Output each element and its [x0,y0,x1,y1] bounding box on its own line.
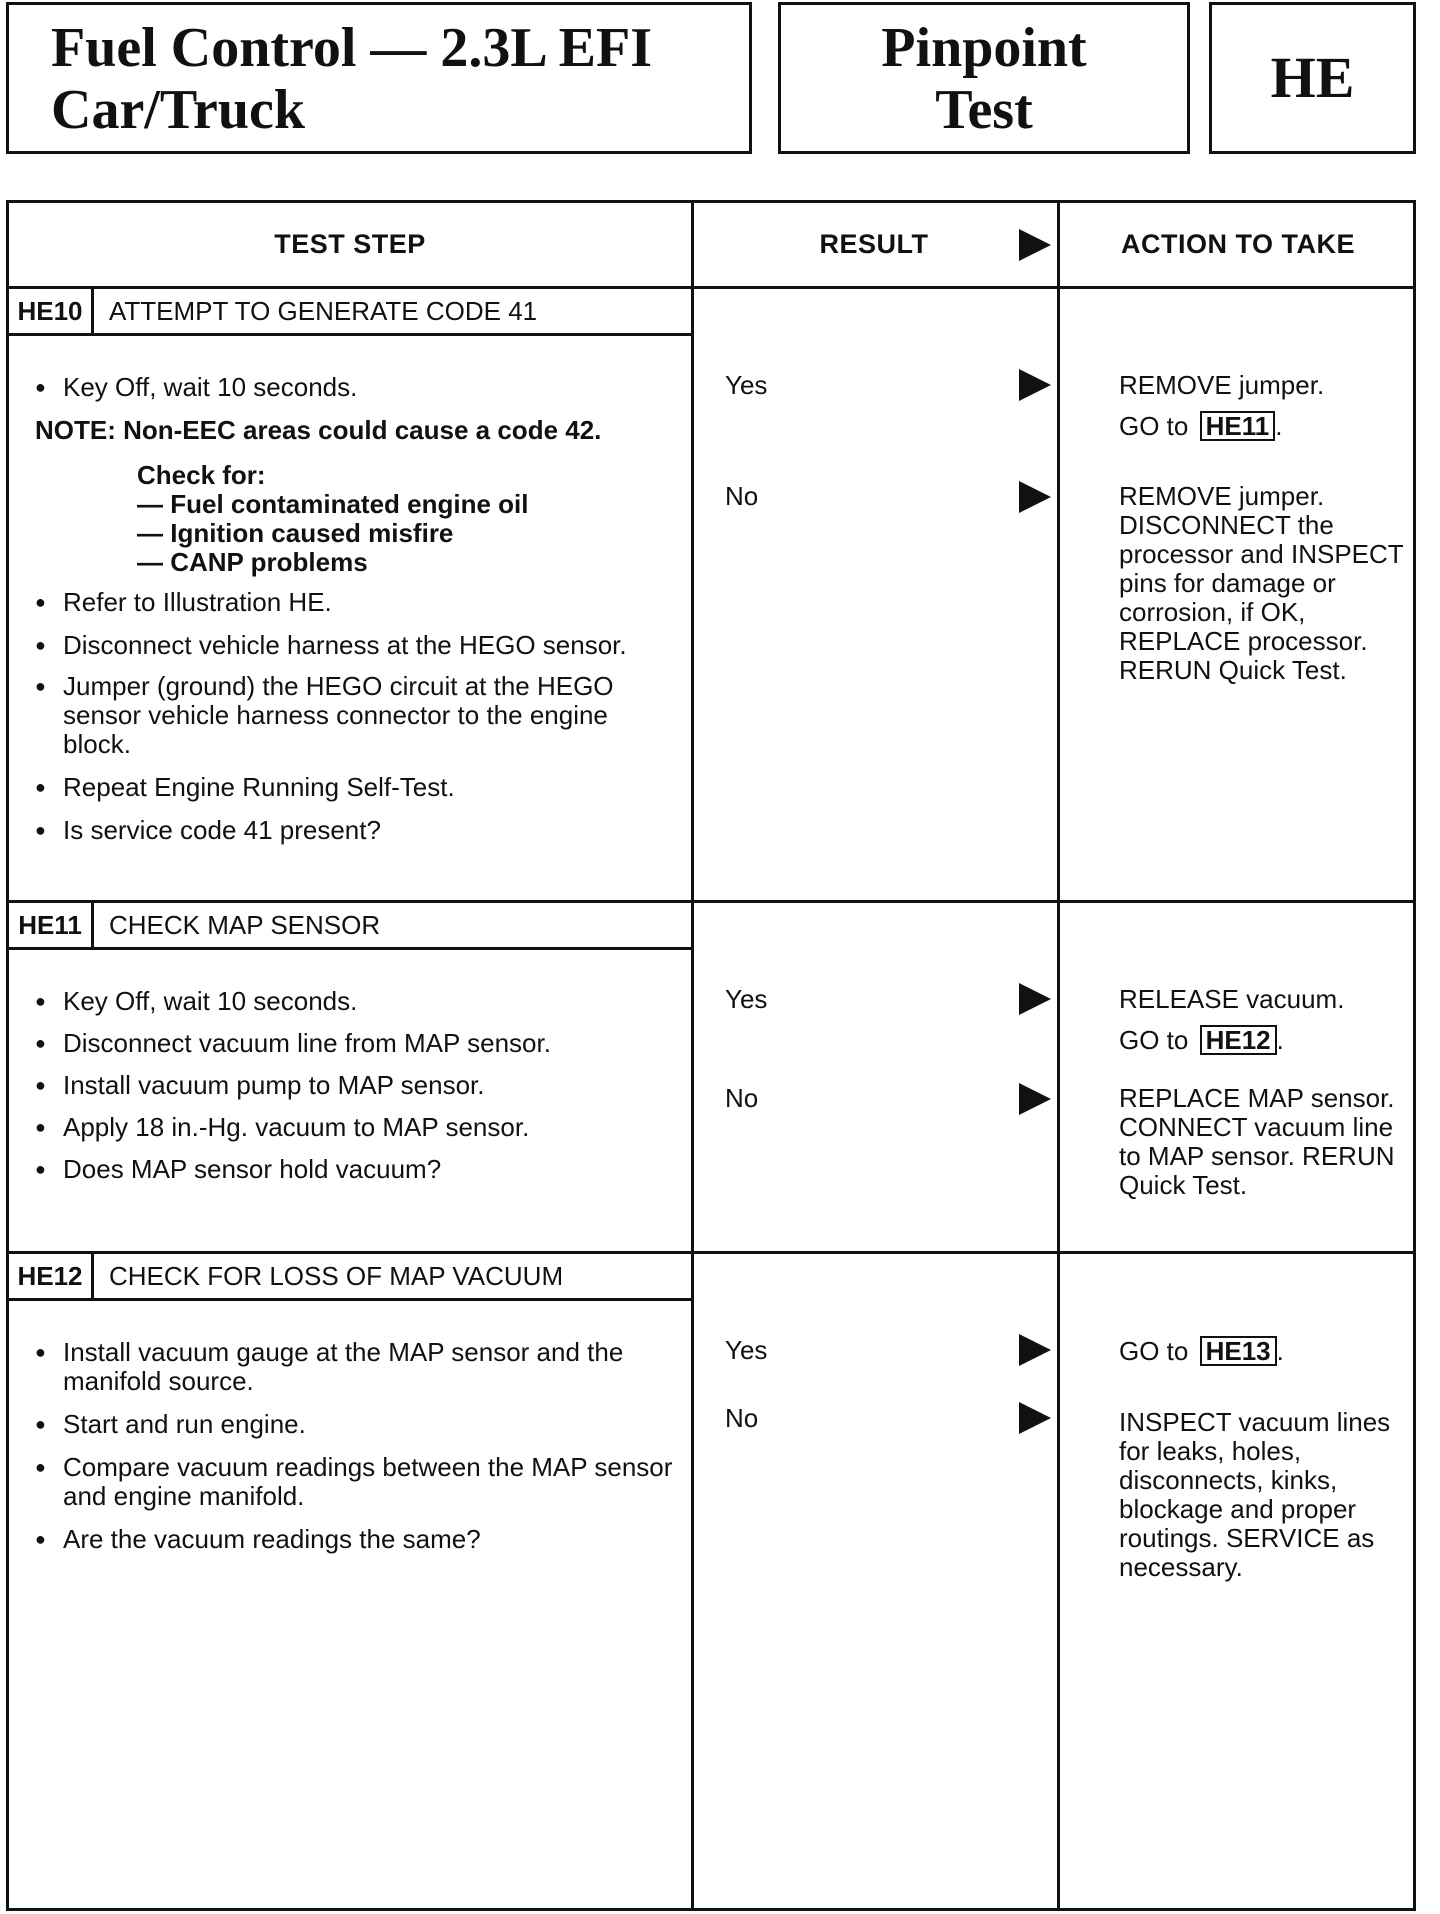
arrow-icon [1019,481,1051,513]
step-id: HE10 [17,296,83,326]
list-item: ● Disconnect vacuum line from MAP sensor. [35,1029,675,1058]
goto-line: GO to HE12 . [1119,1025,1284,1055]
result-yes: Yes [725,1335,768,1365]
header-code-box [1209,2,1416,154]
step-id: HE11 [18,910,82,940]
result-no: No [725,1403,759,1433]
column-header-result: RESULT [819,229,929,259]
action-yes [1119,985,1409,1055]
list-item: ● Install vacuum gauge at the MAP sensor and the manifold source. [35,1338,675,1396]
goto-prefix: GO to [1119,1336,1196,1366]
step-header-he12 [9,1254,691,1298]
list-item: ● Install vacuum pump to MAP sensor. [35,1071,675,1100]
step-title: CHECK FOR LOSS OF MAP VACUUM [109,1261,564,1291]
goto-reference: HE11 [1200,411,1276,441]
arrow-icon [1019,983,1051,1015]
header-pinpoint-box [778,2,1190,154]
check-for-block [137,461,529,577]
list-item: ● Are the vacuum readings the same? [35,1525,675,1554]
step-title: CHECK MAP SENSOR [109,910,381,940]
goto-reference: HE12 [1200,1025,1277,1055]
result-yes: Yes [725,984,768,1014]
step-he10-instructions-a [35,373,675,416]
list-item: ● Key Off, wait 10 seconds. [35,987,675,1016]
result-no: No [725,1083,759,1113]
step-title: ATTEMPT TO GENERATE CODE 41 [109,296,538,326]
list-item: ● Jumper (ground) the HEGO circuit at the HEGO sensor vehicle harness connector to the engine block. [35,672,675,759]
step-header-underline [9,333,691,336]
result-yes: Yes [725,370,768,400]
arrow-icon [1019,369,1051,401]
list-item: ● Is service code 41 present? [35,816,675,845]
result-no: No [725,481,759,511]
goto-line: GO to HE13 . [1119,1336,1284,1366]
pinpoint-test-table [6,200,1416,1911]
page-title [51,17,652,141]
step-note: NOTE: Non-EEC areas could cause a code 42. [35,415,602,445]
step-id-divider [91,1254,94,1298]
pinpoint-line-1: Pinpoint [881,17,1087,79]
list-item: ● Does MAP sensor hold vacuum? [35,1155,675,1184]
check-for-label: Check for: [137,460,266,490]
action-yes [1119,1336,1409,1366]
goto-line: GO to HE11 . [1119,411,1283,441]
list-item: ● Start and run engine. [35,1410,675,1439]
list-item: ● Refer to Illustration HE. [35,588,675,617]
list-item: ● Disconnect vehicle harness at the HEGO sensor. [35,631,675,660]
check-item: — Ignition caused misfire [137,518,454,548]
title-line-2: Car/Truck [51,79,306,141]
step-id-divider [91,903,94,947]
step-header-underline [9,947,691,950]
column-divider [1057,203,1060,1908]
action-text: RELEASE vacuum. [1119,984,1345,1014]
pinpoint-line-2: Test [935,79,1033,141]
action-no: REMOVE jumper. DISCONNECT the processor and INSPECT pins for damage or corrosion, if OK, REPLACE processor. RERUN Quick Test. [1119,481,1404,685]
action-no: INSPECT vacuum lines for leaks, holes, disconnects, kinks, blockage and proper routings. SERVICE as necessary. [1119,1407,1391,1582]
goto-prefix: GO to [1119,1025,1196,1055]
step-id: HE12 [17,1261,83,1291]
column-divider [691,203,694,1908]
step-he12-instructions [35,1338,675,1568]
step-header-he10 [9,289,691,333]
arrow-icon [1019,1083,1051,1115]
column-header-action: ACTION TO TAKE [1121,229,1355,259]
list-item: ● Repeat Engine Running Self-Test. [35,773,675,802]
list-item: ● Compare vacuum readings between the MAP sensor and engine manifold. [35,1453,675,1511]
check-item: — Fuel contaminated engine oil [137,489,529,519]
title-line-1: Fuel Control — 2.3L EFI [51,17,653,79]
column-header-test-step: TEST STEP [274,229,426,259]
step-id-divider [91,289,94,333]
header-title-box [6,2,752,154]
action-no: REPLACE MAP sensor. CONNECT vacuum line to MAP sensor. RERUN Quick Test. [1119,1083,1395,1200]
step-he11-instructions [35,987,675,1198]
goto-reference: HE13 [1200,1336,1277,1366]
test-code: HE [1270,45,1355,110]
action-yes [1119,371,1409,441]
goto-prefix: GO to [1119,411,1196,441]
list-item: ● Apply 18 in.-Hg. vacuum to MAP sensor. [35,1113,675,1142]
pinpoint-label [781,17,1187,141]
step-header-underline [9,1298,691,1301]
list-item: ● Key Off, wait 10 seconds. [35,373,675,402]
step-header-he11 [9,903,691,947]
action-text: REMOVE jumper. [1119,370,1325,400]
step-he10-instructions-b [35,588,675,859]
arrow-icon [1019,1334,1051,1366]
check-item: — CANP problems [137,547,368,577]
arrow-icon [1019,229,1051,261]
arrow-icon [1019,1402,1051,1434]
